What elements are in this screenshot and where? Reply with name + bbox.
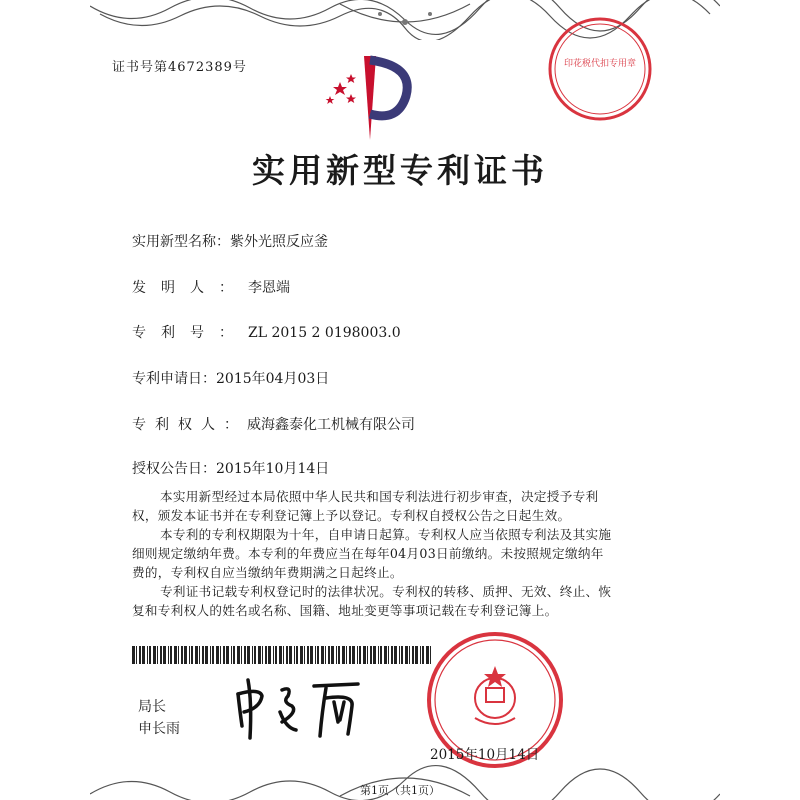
barcode [132,646,434,664]
field-value: 威海鑫泰化工机械有限公司 [247,417,415,433]
field-value: 紫外光照反应釜 [230,234,328,250]
field-label: 专利权人： [132,417,247,433]
director-signature [230,672,370,742]
patent-office-emblem-icon [318,52,418,142]
director-title: 局长 [138,699,166,715]
field-label: 发明人： [132,280,248,296]
field-utility-model-name [132,231,328,251]
page-info: 第1页（共1页） [360,784,440,797]
director-name: 申长雨 [138,721,180,737]
seal-star-icon [484,666,506,687]
field-value: 2015年04月03日 [216,371,330,387]
seal-text: 印花税代扣专用章 [563,59,637,69]
field-grant-announcement-date [132,458,329,478]
field-label: 实用新型名称： [132,234,230,250]
certificate-number: 证书号第4672389号 [112,60,247,75]
body-paragraph-3: 专利证书记载专利权登记时的法律状况。专利权的转移、质押、无效、终止、恢复和专利权人的姓名或名称、国籍、地址变更等事项记载在专利登记簿上。 [132,584,612,618]
field-application-date [132,368,329,388]
certificate-title: 实用新型专利证书 [252,151,548,190]
field-value: ZL 2015 2 0198003.0 [248,325,401,341]
field-label: 授权公告日： [132,461,216,477]
field-label: 专利号： [132,325,248,341]
field-patent-number [132,322,401,342]
field-value: 2015年10月14日 [216,461,330,477]
body-paragraph-2: 本专利的专利权期限为十年，自申请日起算。专利权人应当依照专利法及其实施细则规定缴纳年费。本专利的年费应当在每年04月03日前缴纳。未按照规定缴纳年费的，专利权自应当缴纳年费期满之日起终止。 [132,527,612,580]
field-patentee [132,414,415,434]
seal-date: 2015年10月14日 [430,747,540,763]
field-inventor [132,277,290,297]
field-value: 李恩端 [248,280,290,296]
tax-stamp-seal [545,14,655,124]
field-label: 专利申请日： [132,371,216,387]
body-paragraph-1: 本实用新型经过本局依照中华人民共和国专利法进行初步审查，决定授予专利权，颁发本证书并在专利登记簿上予以登记。专利权自授权公告之日起生效。 [132,489,599,523]
